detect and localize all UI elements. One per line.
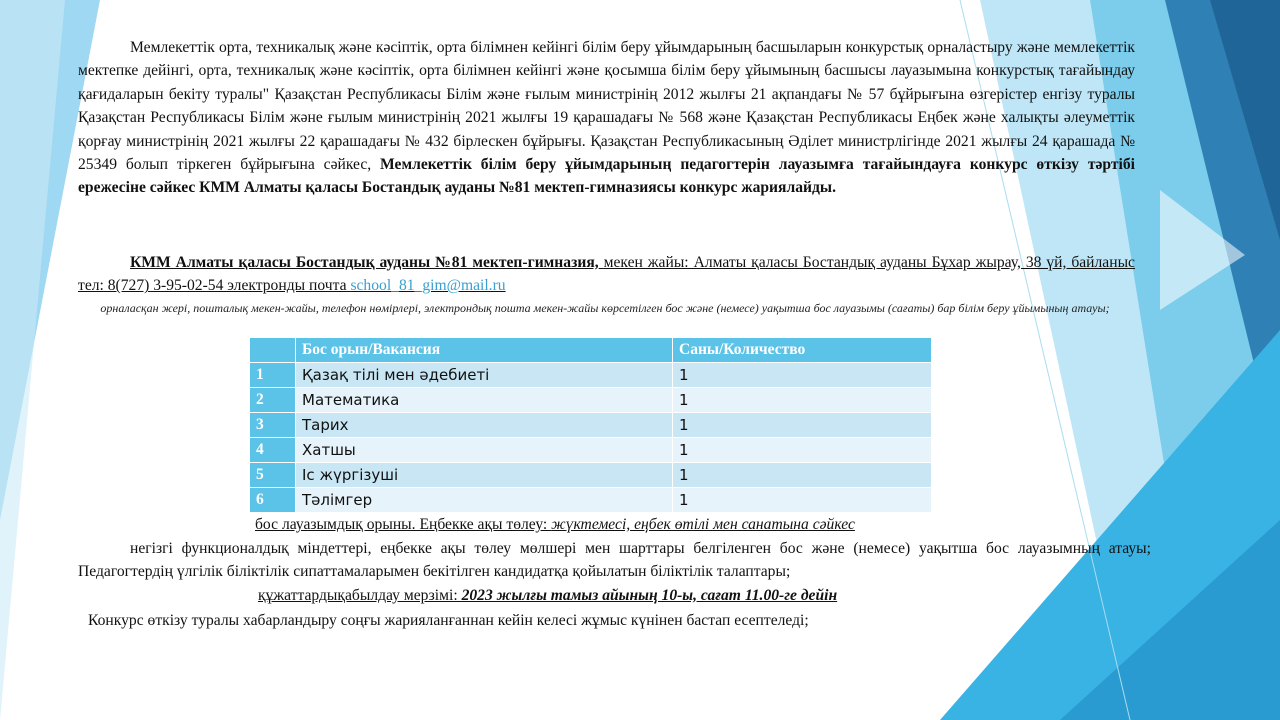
- table-row: [250, 488, 932, 513]
- salary-line: [255, 513, 855, 536]
- row-number: 2: [250, 388, 296, 413]
- intro-text: Мемлекеттік орта, техникалық және кәсіптік, орта білімнен кейінгі білім беру ұйымдарының басшыларын конкурстық орналастыру және мемлекеттік мектепке дейінгі, орта, техникалық және кәсіптік, орта білімнен кейінгі және қосымша білім беру ұйымының басшысы лауазымына конкурстық тағайындау қағидаларын бекіту туралы" Қазақстан Республикасы Білім және ғылым министрінің 2012 жылғы 21 ақпандағы № 57 бұйрығына өзгерістер енгізу туралы Қазақстан Республикасы Білім және ғылым министрінің 2021 жылғы 19 қарашадағы № 568 және Қазақстан Республикасы Еңбек және халықты әлеуметтік қорғау министрінің 2021 жылғы 22 қарашадағы № 432 бірлескен бұйрығы. Қазақстан Республикасының Әділет министрлігінде 2021 жылғы 24 қарашада № 25349 болып тіркеген бұйрығына сәйкес,: [78, 39, 1135, 174]
- vacancy-name: Математика: [296, 388, 673, 413]
- info-note: орналасқан жері, пошталық мекен-жайы, телефон нөмірлері, электрондық пошта мекен-жайы көрсетілген бос және (немесе) уақытша бос лауазымы (сағаты) бар білім беру ұйымының атауы;: [100, 301, 1110, 315]
- vacancy-name: Тарих: [296, 413, 673, 438]
- vacancy-count: 1: [673, 438, 932, 463]
- vacancy-name: Қазақ тілі мен әдебиеті: [296, 363, 673, 388]
- vacancy-count: 1: [673, 463, 932, 488]
- row-number: 6: [250, 488, 296, 513]
- row-number: 5: [250, 463, 296, 488]
- vacancy-name: Іс жүргізуші: [296, 463, 673, 488]
- email-link[interactable]: school_81_gim@mail.ru: [350, 277, 506, 295]
- table-row: [250, 413, 932, 438]
- table-row: [250, 463, 932, 488]
- table-header-num: [250, 338, 296, 363]
- intro-bold-text: Мемлекеттік білім беру ұйымдарының педагогтерін лауазымға тағайындауға конкурс өткізу тәртібі ережесіне сәйкес КММ Алматы қаласы Бостандық ауданы №81 мектеп-гимназиясы конкурс жариялайды.: [78, 156, 1135, 197]
- intro-paragraph: [78, 36, 1135, 200]
- row-number: 4: [250, 438, 296, 463]
- vacancy-name: Тәлімгер: [296, 488, 673, 513]
- table-row: [250, 363, 932, 388]
- vacancy-name: Хатшы: [296, 438, 673, 463]
- table-row: [250, 388, 932, 413]
- deadline-value: 2023 жылғы тамыз айының 10-ы, сағат 11.00-ге дейін: [461, 587, 838, 604]
- vacancy-count: 1: [673, 388, 932, 413]
- vacancy-count: 1: [673, 413, 932, 438]
- school-contact-paragraph: [78, 251, 1135, 298]
- duties-paragraph: негізгі функционалдық міндеттері, еңбекке ақы төлеу мөлшері мен шарттары белгіленген бос және (немесе) уақытша бос лауазымның атауы; Педагогтердің үлгілік біліктілік сипаттамаларымен бекітілген кандидатқа қойылатын біліктілік талаптары;: [78, 540, 1151, 580]
- table-header-count: Саны/Количество: [673, 338, 932, 363]
- row-number: 3: [250, 413, 296, 438]
- vacancy-count: 1: [673, 488, 932, 513]
- vacancy-table: [249, 337, 932, 513]
- row-number: 1: [250, 363, 296, 388]
- deadline-label: құжаттардықабылдау мерзімі:: [258, 587, 462, 604]
- table-header-vacancy: Бос орын/Вакансия: [296, 338, 673, 363]
- deadline-line: [258, 584, 837, 607]
- salary-value: жүктемесі, еңбек өтілі мен санатына сәйкес: [551, 516, 855, 533]
- school-name: КММ Алматы қаласы Бостандық ауданы №81 мектеп-гимназия,: [130, 254, 599, 271]
- school-address: мекен жайы: Алматы қаласы Бостандық ауданы Бұхар жырау, 38 үй, байланыс тел: 8(727) 3-95-02-54 электронды почта: [78, 254, 1135, 295]
- salary-label: бос лауазымдық орыны. Еңбекке ақы төлеу:: [255, 516, 552, 533]
- vacancy-count: 1: [673, 363, 932, 388]
- announcement-note: Конкурс өткізу туралы хабарландыру соңғы жарияланғаннан кейін келесі жұмыс күнінен бастап есептеледі;: [88, 612, 809, 629]
- table-row: [250, 438, 932, 463]
- table-header-row: [250, 338, 932, 363]
